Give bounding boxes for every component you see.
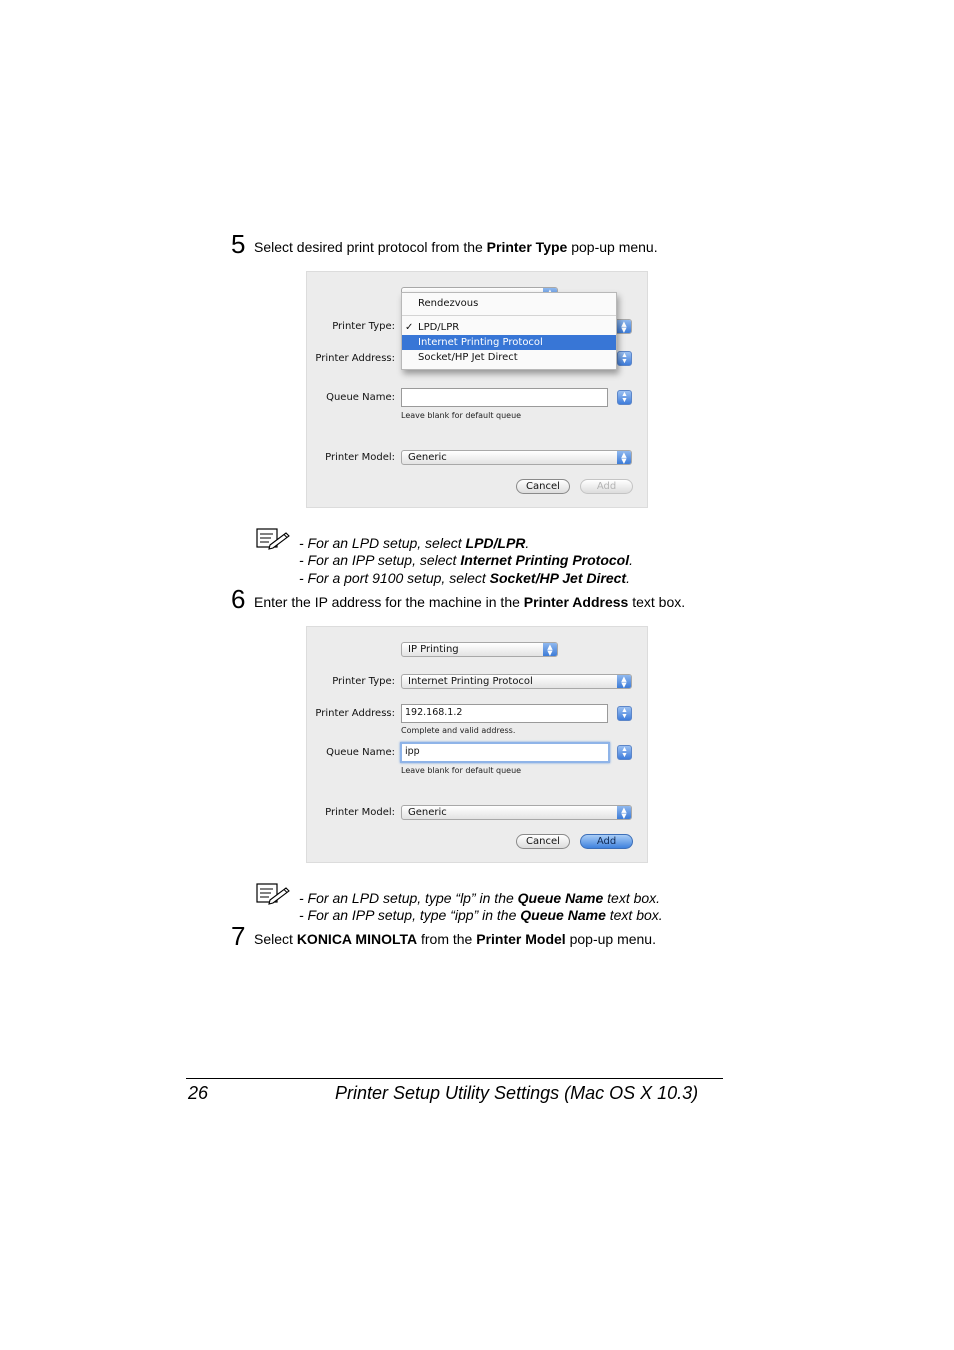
note-pencil-icon [256,883,290,905]
connection-type-value: IP Printing [408,644,459,655]
printer-model-value: Generic [408,807,447,818]
menu-item-socket-hp-jet-direct[interactable]: Socket/HP Jet Direct [418,352,518,363]
address-history-button[interactable]: ▲ ▼ [617,706,632,721]
footer-rule [186,1078,723,1079]
menu-separator [402,315,616,316]
address-history-button[interactable]: ▲ ▼ [617,351,632,366]
address-hint: Complete and valid address. [401,726,516,735]
queue-name-label: Queue Name: [326,747,395,758]
step-6-text-pre: Enter the IP address for the machine in the [254,594,524,610]
step-5-text-bold: Printer Type [486,239,568,255]
note-text: - For an LPD setup, select [299,535,466,551]
note-1-line-3 [299,570,630,588]
checkmark-icon: ✓ [405,322,414,333]
printer-model-label: Printer Model: [325,452,395,463]
note-text: text box. [605,907,663,923]
note-bold-text: Queue Name [517,890,604,906]
step-5-text [254,239,658,255]
menu-item-internet-printing-protocol[interactable]: Internet Printing Protocol [402,335,616,350]
step-5-text-post: pop-up menu. [567,239,658,255]
note-text: . [525,535,530,551]
printer-model-popup[interactable] [401,805,632,820]
step-7-text-pre: Select [254,931,297,947]
queue-history-button[interactable]: ▲ ▼ [617,745,632,760]
queue-history-button[interactable]: ▲ ▼ [617,390,632,405]
printer-type-menu-screenshot [306,271,648,508]
note-text: . [629,552,633,568]
step-7-text-mid: from the [417,931,477,947]
queue-name-field[interactable]: ipp [400,742,610,763]
step-7-text-bold-1: KONICA MINOLTA [296,931,418,947]
step-5-text-pre: Select desired print protocol from the [254,239,487,255]
note-2-line-1 [299,890,660,908]
note-text: - For an LPD setup, type “lp” in the [299,890,518,906]
menu-item-rendezvous[interactable]: Rendezvous [418,298,479,309]
printer-address-label: Printer Address: [315,708,395,719]
note-text: text box. [603,890,661,906]
printer-type-value: Internet Printing Protocol [408,676,533,687]
popup-arrows-icon: ▲ ▼ [617,806,631,819]
popup-arrows-icon: ▲ ▼ [617,320,631,333]
note-bold-text: Internet Printing Protocol [460,552,630,568]
note-text: - For a port 9100 setup, select [299,570,490,586]
note-bold-text: Socket/HP Jet Direct [489,570,627,586]
ipp-setup-screenshot [306,626,648,863]
note-text: - For an IPP setup, type “ipp” in the [299,907,521,923]
note-1-line-2 [299,552,633,570]
footer-title: Printer Setup Utility Settings (Mac OS X 10.3) [335,1083,699,1103]
printer-type-popup[interactable] [401,674,632,689]
cancel-button[interactable]: Cancel [516,834,570,849]
popup-arrows-icon: ▲ ▼ [617,451,631,464]
step-5-number: 5 [231,229,246,259]
printer-model-value: Generic [408,452,447,463]
popup-arrows-icon: ▲ ▼ [543,643,557,656]
popup-arrows-icon: ▲ ▼ [617,675,631,688]
note-pencil-icon [256,528,290,550]
page-number: 26 [188,1083,209,1103]
note-bold-text: Queue Name [520,907,606,923]
menu-item-lpd-lpr[interactable] [402,320,616,335]
note-2-line-2 [299,907,663,925]
printer-type-menu[interactable] [401,292,617,370]
printer-model-label: Printer Model: [325,807,395,818]
step-6-text [254,594,685,610]
step-7-text-bold-2: Printer Model [476,931,566,947]
note-text: - For an IPP setup, select [299,552,461,568]
step-6-number: 6 [231,584,246,614]
step-7-text [254,931,656,947]
queue-hint: Leave blank for default queue [401,411,522,420]
queue-name-field[interactable] [401,388,608,407]
printer-address-field[interactable]: 192.168.1.2 [401,704,608,723]
step-7-number: 7 [231,921,246,951]
queue-name-label: Queue Name: [326,392,395,403]
step-6-text-post: text box. [628,594,686,610]
step-7-text-post: pop-up menu. [565,931,656,947]
connection-type-popup[interactable] [401,642,558,657]
step-6-text-bold: Printer Address [523,594,629,610]
add-button[interactable]: Add [580,479,633,494]
add-button[interactable]: Add [580,834,633,849]
printer-type-label: Printer Type: [332,321,395,332]
printer-address-label: Printer Address: [315,353,395,364]
menu-item-lpd-lpr-label: LPD/LPR [418,322,460,333]
cancel-button[interactable]: Cancel [516,479,570,494]
note-1-line-1 [299,535,529,553]
queue-hint: Leave blank for default queue [401,766,522,775]
note-text: . [626,570,630,586]
printer-model-popup[interactable] [401,450,632,465]
note-bold-text: LPD/LPR [465,535,526,551]
printer-type-label: Printer Type: [332,676,395,687]
